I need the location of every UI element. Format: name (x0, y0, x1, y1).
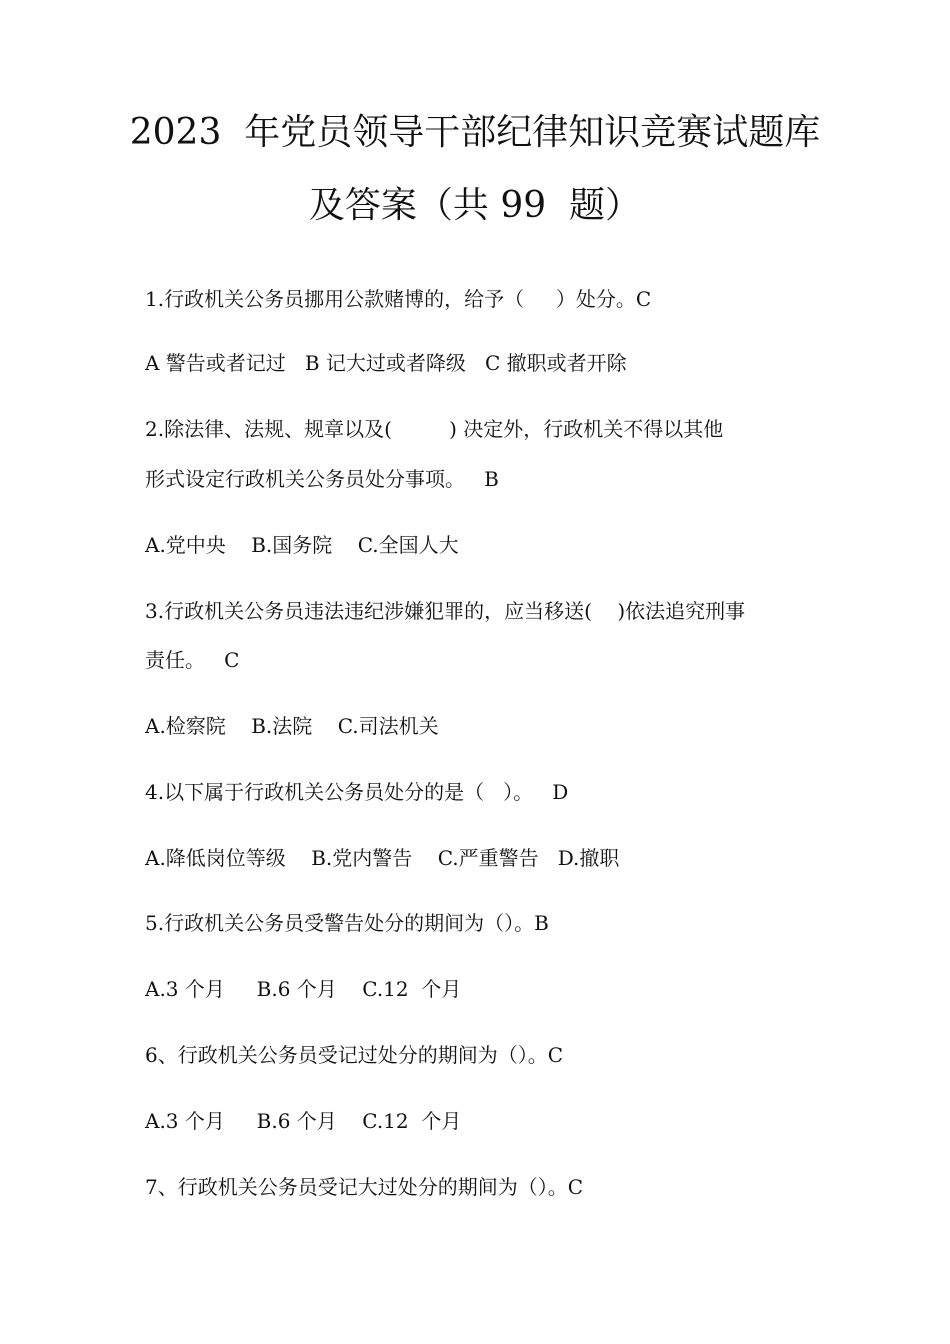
question-3-options: A.检察院 B.法院 C.司法机关 (145, 714, 439, 738)
question-5-options: A.3 个月 B.6 个月 C.12 个月 (145, 977, 462, 1001)
question-6: 6、行政机关公务员受记过处分的期间为（）。C (145, 1043, 564, 1067)
question-1-options: A 警告或者记过 B 记大过或者降级 C 撤职或者开除 (145, 351, 627, 375)
question-7: 7、行政机关公务员受记大过处分的期间为（）。C (145, 1175, 584, 1199)
question-2-options: A.党中央 B.国务院 C.全国人大 (145, 533, 459, 557)
question-5: 5.行政机关公务员受警告处分的期间为（）。B (145, 911, 549, 935)
question-4: 4.以下属于行政机关公务员处分的是（ ）。 D (145, 780, 569, 804)
question-2-line1: 2.除法律、法规、规章以及( ) 决定外，行政机关不得以其他 (145, 417, 724, 441)
question-4-options: A.降低岗位等级 B.党内警告 C.严重警告 D.撤职 (145, 846, 620, 870)
question-1: 1.行政机关公务员挪用公款赌博的，给予（ ）处分。C (145, 287, 652, 311)
question-3-line1: 3.行政机关公务员违法违纪涉嫌犯罪的，应当移送( )依法追究刑事 (145, 599, 746, 623)
document-title-line1: 2023 年党员领导干部纪律知识竞赛试题库 (129, 112, 821, 153)
document-title-line2: 及答案（共 99 题） (308, 185, 642, 226)
question-6-options: A.3 个月 B.6 个月 C.12 个月 (145, 1109, 462, 1133)
question-2-line2: 形式设定行政机关公务员处分事项。 B (145, 467, 499, 491)
question-3-line2: 责任。 C (145, 648, 240, 672)
